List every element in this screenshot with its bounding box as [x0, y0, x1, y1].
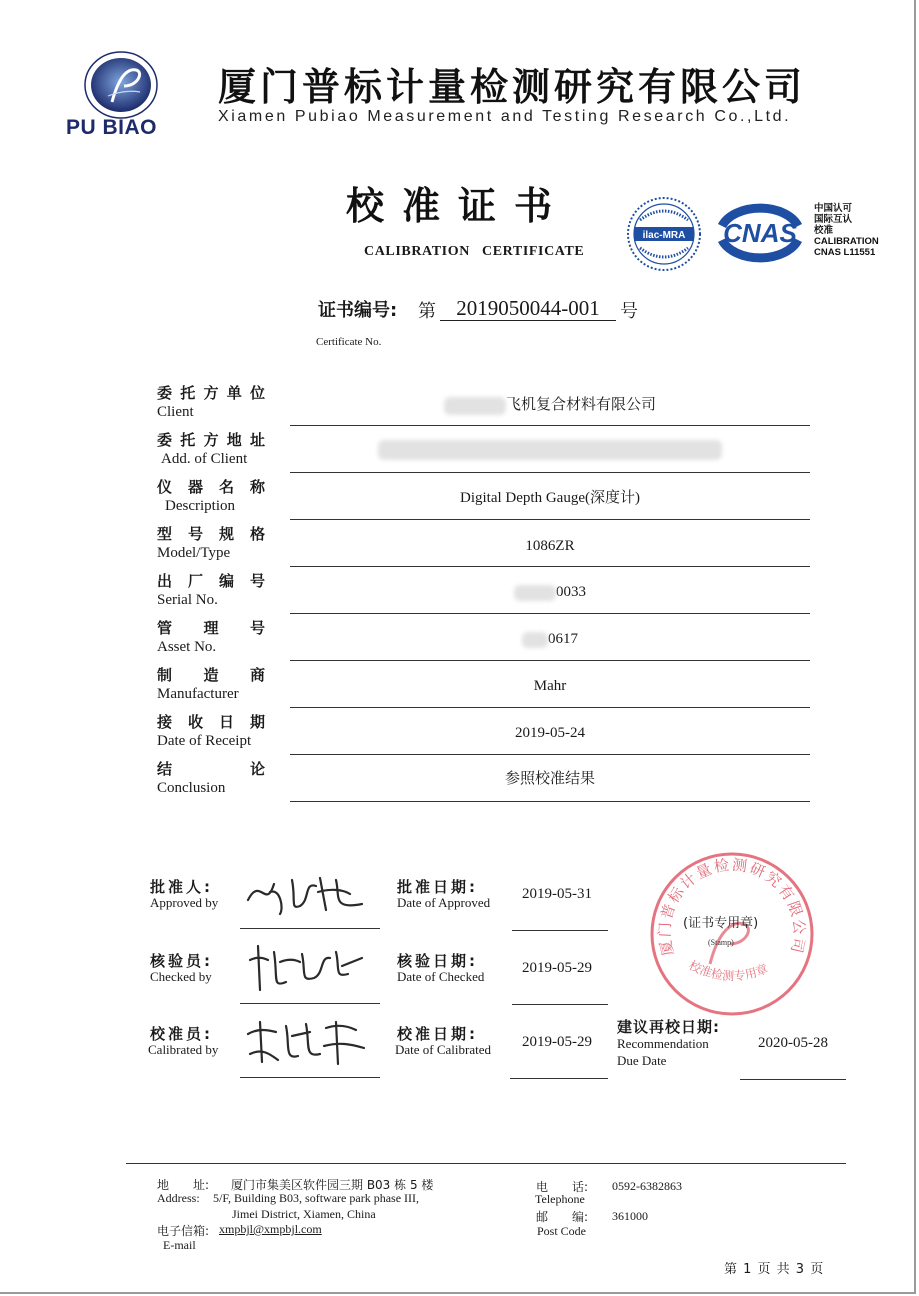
serial-label-cn: 出厂编号: [157, 572, 265, 590]
receipt-date-value: 2019-05-24: [515, 725, 585, 741]
company-name-cn: 厦门普标计量检测研究有限公司: [218, 65, 807, 109]
manufacturer-label-en: Manufacturer: [157, 686, 239, 702]
address-cn-label: 地 址:: [157, 1178, 210, 1192]
conclusion-value: 参照校准结果: [504, 771, 595, 787]
address-en-line-2: Jimei District, Xiamen, China: [232, 1207, 376, 1221]
date-calibrated-label-cn: 校准日期:: [397, 1025, 478, 1043]
checked-by-label-cn: 核验员:: [150, 952, 213, 970]
footer-divider: [126, 1163, 846, 1164]
date-calibrated-value: 2019-05-29: [522, 1034, 592, 1050]
model-value: 1086ZR: [525, 538, 575, 554]
due-date-value: 2020-05-28: [758, 1035, 828, 1051]
approver-signature-icon: [240, 870, 370, 918]
date-underline: [510, 1078, 608, 1079]
address-cn: 厦门市集美区软件园三期 B03 栋 5 楼: [231, 1178, 434, 1192]
client-value: [290, 396, 810, 415]
stamp-center-en: (Stamp): [708, 938, 734, 947]
receipt-date-label-en: Date of Receipt: [157, 733, 252, 749]
certificate-no-prefix: 第: [418, 301, 436, 322]
field-underline: [290, 754, 810, 755]
manufacturer-value: Mahr: [533, 678, 567, 694]
field-underline: [290, 707, 810, 708]
tel-en-label: Telephone: [535, 1192, 585, 1206]
client-label-cn: 委托方单位: [157, 384, 265, 402]
calibrated-by-label-en: Calibrated by: [148, 1042, 219, 1057]
client-address-value: [290, 440, 810, 460]
field-underline: [290, 425, 810, 426]
certificate-no-label-cn: 证书编号:: [318, 300, 398, 321]
date-calibrated-label-en: Date of Calibrated: [395, 1042, 492, 1057]
field-underline: [290, 801, 810, 802]
certificate-title-cn: 校准证书: [346, 183, 571, 228]
client-label-en: Client: [157, 404, 194, 420]
asset-label-cn: 管理号: [157, 619, 265, 637]
client-value-text: 飞机复合材料有限公司: [505, 397, 656, 413]
pubiao-logo-icon: [78, 50, 164, 120]
date-checked-label-en: Date of Checked: [397, 969, 485, 984]
model-label-en: Model/Type: [157, 545, 231, 561]
certificate-no-label-en: Certificate No.: [316, 336, 382, 348]
redaction-blur: [444, 397, 506, 415]
serial-label-en: Serial No.: [157, 592, 218, 608]
approved-by-label-en: Approved by: [150, 895, 219, 910]
conclusion-label-cn: 结论: [157, 760, 265, 778]
ilac-mra-logo-icon: [626, 196, 702, 272]
date-approved-label-en: Date of Approved: [397, 895, 491, 910]
description-label-cn: 仪器名称: [157, 478, 265, 496]
tel-cn-label: 电 话:: [536, 1180, 589, 1194]
post-en-label: Post Code: [537, 1224, 587, 1238]
logo-text: PU BIAO: [66, 116, 158, 139]
certificate-no-suffix: 号: [620, 301, 638, 322]
field-underline: [290, 613, 810, 614]
svg-text:厦门普标计量检测研究有限公司: 厦门普标计量检测研究有限公司: [655, 855, 809, 958]
client-address-label-en: Add. of Client: [161, 451, 248, 467]
asset-value: [290, 630, 810, 648]
due-date-label-en-2: Due Date: [617, 1053, 667, 1068]
client-address-label-cn: 委托方地址: [157, 431, 265, 449]
accreditation-text: [814, 203, 879, 258]
date-underline: [740, 1079, 846, 1080]
redaction-blur: [522, 632, 548, 648]
email-en-label: E-mail: [163, 1238, 196, 1252]
date-underline: [512, 930, 608, 931]
checked-by-label-en: Checked by: [150, 969, 212, 984]
stamp-center-text: (证书专用章): [683, 916, 759, 931]
serial-value-text: 0033: [556, 584, 586, 600]
calibrator-signature-icon: [240, 1014, 370, 1070]
date-approved-value: 2019-05-31: [522, 886, 592, 902]
conclusion-label-en: Conclusion: [157, 780, 226, 796]
email-link[interactable]: xmpbjl@xmpbjl.com: [219, 1222, 322, 1236]
field-underline: [290, 472, 810, 473]
redaction-blur: [378, 440, 722, 460]
signature-line: [240, 1003, 380, 1004]
cnas-logo-icon: [710, 200, 810, 266]
accred-line: CALIBRATION: [814, 236, 879, 247]
certificate-number: 2019050044-001: [440, 296, 616, 321]
official-stamp-icon: [648, 850, 816, 1018]
accred-line: 国际互认: [814, 214, 853, 225]
due-date-label-cn: 建议再校日期:: [617, 1018, 720, 1036]
field-underline: [290, 566, 810, 567]
date-underline: [512, 1004, 608, 1005]
description-value: Digital Depth Gauge(深度计): [460, 490, 640, 506]
date-approved-label-cn: 批准日期:: [397, 878, 478, 896]
svg-text:ilac-MRA: ilac-MRA: [642, 230, 686, 241]
date-checked-label-cn: 核验日期:: [397, 952, 478, 970]
post-cn-label: 邮 编:: [536, 1210, 589, 1224]
field-underline: [290, 519, 810, 520]
svg-text:校准检测专用章: 校准检测专用章: [686, 958, 770, 984]
tel-value: 0592-6382863: [612, 1179, 682, 1193]
post-value: 361000: [612, 1209, 648, 1223]
company-name-en: Xiamen Pubiao Measurement and Testing Research Co.,Ltd.: [218, 108, 792, 125]
page-number: 第 1 页 共 3 页: [724, 1262, 825, 1277]
receipt-date-label-cn: 接收日期: [157, 713, 265, 731]
svg-text:CNAS: CNAS: [723, 218, 797, 248]
address-en-label: Address:: [157, 1191, 200, 1205]
date-checked-value: 2019-05-29: [522, 960, 592, 976]
model-label-cn: 型号规格: [157, 525, 265, 543]
description-label-en: Description: [165, 498, 235, 514]
manufacturer-label-cn: 制造商: [157, 666, 265, 684]
certificate-title-en: CALIBRATION CERTIFICATE: [364, 244, 585, 259]
approved-by-label-cn: 批准人:: [150, 878, 213, 896]
calibrated-by-label-cn: 校准员:: [150, 1025, 213, 1043]
asset-label-en: Asset No.: [157, 639, 217, 655]
asset-value-text: 0617: [548, 631, 578, 647]
serial-value: [290, 583, 810, 601]
field-underline: [290, 660, 810, 661]
signature-line: [240, 1077, 380, 1078]
email-cn-label: 电子信箱:: [157, 1224, 210, 1238]
redaction-blur: [514, 585, 556, 601]
signature-line: [240, 928, 380, 929]
accred-line: 校准: [814, 225, 834, 236]
checker-signature-icon: [244, 938, 374, 996]
accred-line: 中国认可: [814, 203, 853, 214]
address-en-line-1: 5/F, Building B03, software park phase III,: [213, 1191, 420, 1205]
due-date-label-en-1: Recommendation: [617, 1036, 709, 1051]
accred-line: CNAS L11551: [814, 247, 876, 258]
